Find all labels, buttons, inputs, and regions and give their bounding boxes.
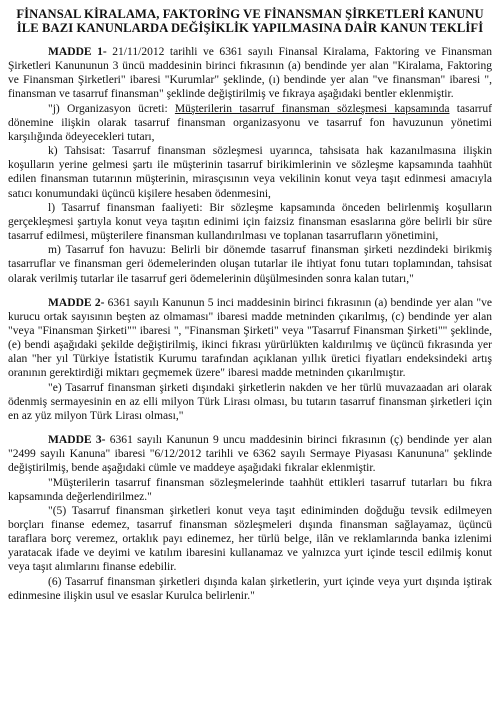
madde-2-bent-e: "e) Tasarruf finansman şirketi dışındaki şirketlerin nakden ve her türlü muvazaadan ari olarak ödenmiş sermayesinin en az elli milyon Türk Lirası olması, bu tutarın tasarruf finansman şirketleri için en az yüz milyon Türk Lirası olması," [8, 381, 492, 422]
madde-3-fikra-6: (6) Tasarruf finansman şirketleri dışında kalan şirketlerin, yurt içinde veya yurt dışında iştirak edinmesine ilişkin usul ve esaslar Kurulca belirlenir." [8, 575, 492, 602]
madde-3-heading: MADDE 3- [48, 434, 106, 447]
madde-1-bent-l: l) Tasarruf finansman faaliyeti: Bir sözleşme kapsamında önceden belirlenmiş koşulların gerçekleşmesi şartıyla konut veya taşıtın edinimi için faizsiz finansman esaslarına göre belirli bir süre tasarruf edilmesi, müşterilere finansman kullandırılması ve toplanan tasarrufların yönetimini, [8, 201, 492, 243]
madde-3-paragraph [8, 433, 492, 475]
bent-j-lead: "j) Organizasyon ücreti: [48, 102, 175, 115]
madde-1-bent-k: k) Tahsisat: Tasarruf finansman sözleşmesi uyarınca, tahsisata hak kazanılmasına ilişkin koşulların yerine gelmesi şartı ile müşterinin tasarruf birikimlerinin ve sözleşme kapsamında taahhüt edilen finansman tutarının müşterinin, mirasçısının veya vekilinin konut veya taşıt edinmesi amacıyla satıcı konumundaki üçüncü kişilere hesaben ödenmesini, [8, 145, 492, 200]
madde-3-sentence: "Müşterilerin tasarruf finansman sözleşmelerinde taahhüt ettikleri tasarruf tutarları bu fıkra kapsamında değerlendirilmez." [8, 476, 492, 503]
title-line-2: İLE BAZI KANUNLARDA DEĞİŞİKLİK YAPILMASINA DAİR KANUN TEKLİFİ [16, 21, 484, 35]
madde-3-body: 6361 sayılı Kanunun 9 uncu maddesinin birinci fıkrasının (ç) bendinde yer alan "2499 sayılı Kanuna" ibaresi "6/12/2012 tarihli ve 6362 sayılı Sermaye Piyasası Kanununa" şeklinde değiştirilmiş, bende aşağıdaki cümle ve maddeye aşağıdaki fıkralar eklenmiştir. [8, 434, 492, 475]
document-title [8, 7, 492, 35]
madde-2-body: 6361 sayılı Kanunun 5 inci maddesinin birinci fıkrasının (a) bendinde yer alan "ve kurucu ortak sayısının beşten az olmaması" ibaresi madde metninden çıkarılmış, (c) bendinde yer alan "veya "Finansman Şirketi"" ibaresi ", "Finansman Şirketi" veya "Tasarruf Finansman Şirketi"" şeklinde, (e) bendi aşağıdaki şekilde değiştirilmiş, ikinci fıkrası yürürlükten kaldırılmış ve üçüncü fıkrasında yer alan "her yıl Türkiye İstatistik Kurumu tarafından açıklanan yıllık üretici fiyatları endeksindeki artış oranının gerektirdiği miktarı geçmemek üzere" ibaresi madde metninden çıkarılmıştır. [8, 296, 493, 380]
madde-1-bent-m: m) Tasarruf fon havuzu: Belirli bir dönemde tasarruf finansman şirketi nezdindeki birikmiş tasarruflar ve finansman geri ödemelerinden oluşan tutarlar ile ihtiyat fonu tutarı toplamından, tahsisat olarak verilmiş tutarlar ile tasarruf geri ödemelerinin düşülmesinden sonra kalan tutarı," [8, 244, 492, 285]
bent-j-rest: tasarruf dönemine ilişkin olarak tasarruf finansman organizasyonu ve tasarruf fon havuzunun yönetimi karşılığında ödeyecekleri tutarı, [8, 102, 493, 143]
madde-3-fikra-5: "(5) Tasarruf finansman şirketleri konut veya taşıt ediniminden doğduğu tevsik edilmeyen borçları finanse edemez, tasarruf finansman sözleşmeleri dışında finansman sağlayamaz, üçüncü taraflara borç veremez, ortaklık payı edinemez, her türlü belge, ilân ve reklamlarında banka izlenimi yaratacak ifade ve deyimi ve katılım ibaresini kullanamaz ve yalnızca yurt içinde tescil edilmiş konut veya taşıt alımlarını finanse edebilir. [8, 504, 492, 574]
madde-1-heading: MADDE 1- [48, 46, 107, 58]
madde-2-paragraph [8, 296, 492, 381]
madde-1-body: 21/11/2012 tarihli ve 6361 sayılı Finansal Kiralama, Faktoring ve Finansman Şirketleri Kanununun 3 üncü maddesinin birinci fıkrasının (a) bendinde yer alan "Kiralama, Faktoring ve Finansman Şirketleri" ibaresi "Kurumlar" şeklinde, (ı) bendinde yer alan "ve finansman" ibaresi ", finansman ve tasarruf finansman" şeklinde değiştirilmiş ve fıkraya aşağıdaki bentler eklenmiştir. [8, 46, 493, 101]
madde-1-paragraph [8, 45, 492, 102]
bent-j-underlined: Müşterilerin tasarruf finansman sözleşmesi kapsamında [174, 102, 450, 115]
title-line-1: FİNANSAL KİRALAMA, FAKTORİNG VE FİNANSMAN ŞİRKETLERİ KANUNU [16, 7, 484, 21]
madde-2-heading: MADDE 2- [48, 296, 105, 309]
madde-1-bent-j [8, 102, 492, 144]
